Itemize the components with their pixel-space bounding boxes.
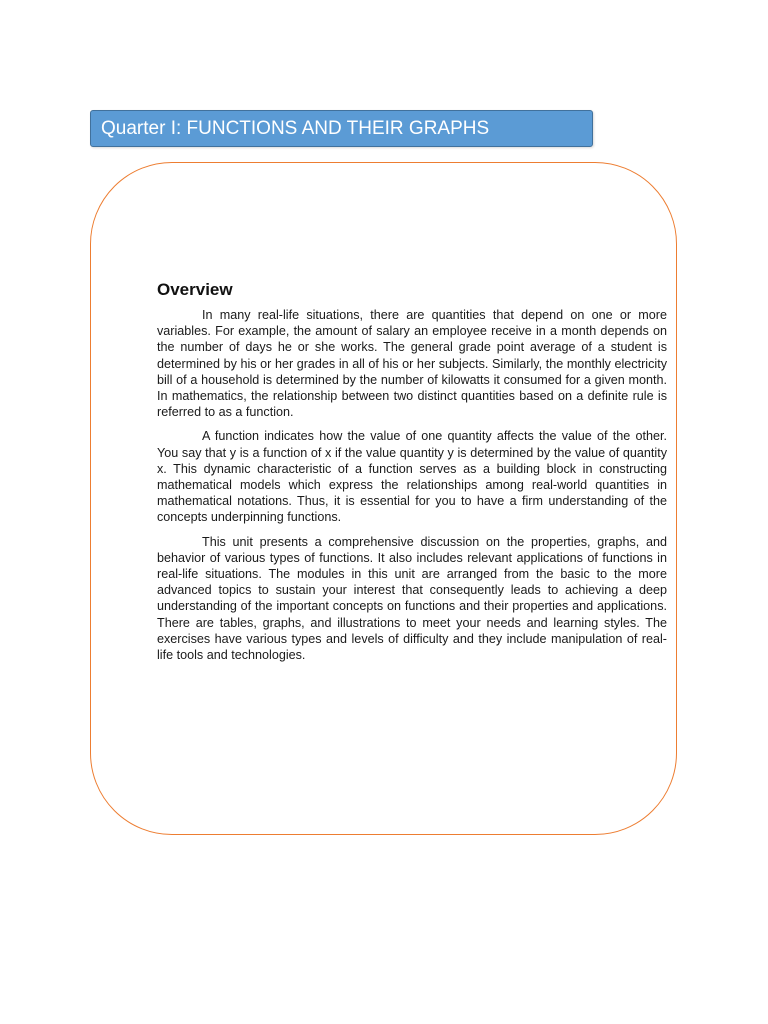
quarter-title-banner: Quarter I: FUNCTIONS AND THEIR GRAPHS [90,110,593,147]
overview-paragraph-1: In many real-life situations, there are quantities that depend on one or more variables. For example, the amount of salary an employee receive in a month depends on the number of days he or she works. The general grade point average of a student is determined by his or her grades in all of his or her subjects. Similarly, the monthly electricity bill of a household is determined by the number of kilowatts it consumed for a given month. In mathematics, the relationship between two distinct quantities based on a definite rule is referred to as a function. [157,308,667,420]
overview-section [157,279,667,671]
overview-heading: Overview [157,280,233,299]
overview-paragraph-3: This unit presents a comprehensive discussion on the properties, graphs, and behavior of various types of functions. It also includes relevant applications of functions in real-life situations. The modules in this unit are arranged from the basic to the more advanced topics to sustain your interest that consequently leads to achieving a deep understanding of the important concepts on functions and their properties and applications. There are tables, graphs, and illustrations to meet your needs and learning styles. The exercises have various types and levels of difficulty and they include manipulation of real-life tools and technologies. [157,534,667,663]
overview-paragraph-2: A function indicates how the value of one quantity affects the value of the other. You say that y is a function of x if the value quantity y is determined by the value of quantity x. This dynamic characteristic of a function serves as a building block in constructing mathematical models which express the relationships among real-world quantities in mathematical notations. Thus, it is essential for you to have a firm understanding of the concepts underpinning functions. [157,429,667,525]
